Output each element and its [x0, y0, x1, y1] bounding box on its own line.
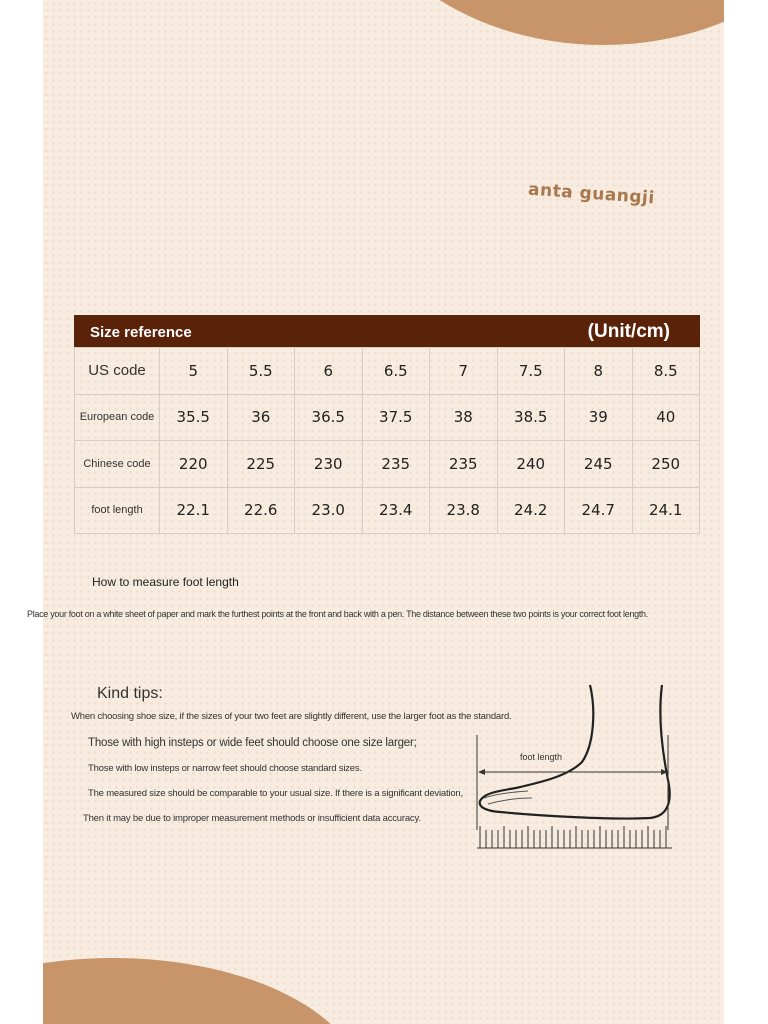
decorative-bottom-shape	[43, 958, 363, 1024]
table-cell: 40	[632, 394, 700, 441]
table-cell: 23.4	[362, 487, 430, 534]
table-cell: 38.5	[497, 394, 565, 441]
tip-line: The measured size should be comparable to your usual size. If there is a significant deviation,	[88, 788, 463, 799]
row-label-european: European code	[75, 394, 160, 441]
table-cell: 8.5	[632, 348, 700, 395]
table-cell: 7	[430, 348, 498, 395]
row-label-us: US code	[75, 348, 160, 395]
tip-line: Those with high insteps or wide feet should choose one size larger;	[88, 737, 417, 749]
table-cell: 22.6	[227, 487, 295, 534]
size-table-unit: (Unit/cm)	[587, 321, 670, 342]
table-cell: 36.5	[295, 394, 363, 441]
table-cell: 220	[160, 441, 228, 488]
table-cell: 23.0	[295, 487, 363, 534]
table-cell: 24.1	[632, 487, 700, 534]
brand-logo-text: anta guangji	[527, 179, 656, 209]
table-cell: 22.1	[160, 487, 228, 534]
table-cell: 240	[497, 441, 565, 488]
tip-line: Those with low insteps or narrow feet should choose standard sizes.	[88, 763, 362, 774]
table-cell: 230	[295, 441, 363, 488]
decorative-top-shape	[343, 0, 724, 45]
row-label-chinese: Chinese code	[75, 441, 160, 488]
table-cell: 250	[632, 441, 700, 488]
table-cell: 8	[565, 348, 633, 395]
table-cell: 38	[430, 394, 498, 441]
table-row-foot-length	[75, 487, 700, 534]
table-cell: 5.5	[227, 348, 295, 395]
measure-instructions: Place your foot on a white sheet of paper and mark the furthest points at the front and back with a pen. The distance between these two points is your correct foot length.	[27, 609, 648, 619]
table-cell: 23.8	[430, 487, 498, 534]
table-row-chinese	[75, 441, 700, 488]
size-table-title: Size reference	[90, 324, 192, 341]
row-label-foot-length: foot length	[75, 487, 160, 534]
tips-title: Kind tips:	[97, 685, 163, 702]
table-cell: 6	[295, 348, 363, 395]
table-cell: 235	[430, 441, 498, 488]
table-cell: 6.5	[362, 348, 430, 395]
table-row-us	[75, 348, 700, 395]
table-cell: 37.5	[362, 394, 430, 441]
table-cell: 245	[565, 441, 633, 488]
foot-length-label: foot length	[520, 752, 563, 762]
table-row-european	[75, 394, 700, 441]
table-cell: 35.5	[160, 394, 228, 441]
measure-title: How to measure foot length	[92, 575, 239, 589]
table-cell: 24.7	[565, 487, 633, 534]
table-cell: 7.5	[497, 348, 565, 395]
table-cell: 36	[227, 394, 295, 441]
foot-measurement-illustration	[472, 680, 682, 855]
tip-line: When choosing shoe size, if the sizes of your two feet are slightly different, use the larger foot as the standard.	[71, 711, 512, 722]
size-table-header	[74, 315, 700, 347]
size-table	[74, 347, 700, 534]
table-cell: 235	[362, 441, 430, 488]
table-cell: 39	[565, 394, 633, 441]
table-cell: 5	[160, 348, 228, 395]
tip-line: Then it may be due to improper measurement methods or insufficient data accuracy.	[83, 813, 421, 824]
table-cell: 225	[227, 441, 295, 488]
table-cell: 24.2	[497, 487, 565, 534]
